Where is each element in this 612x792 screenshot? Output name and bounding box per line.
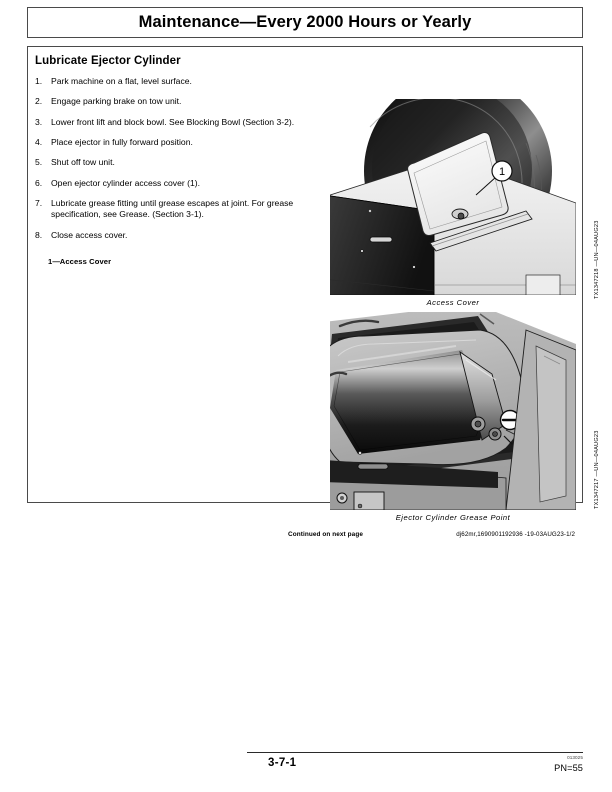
step-text: Place ejector in fully forward position. <box>51 137 193 148</box>
page-title: Maintenance—Every 2000 Hours or Yearly <box>138 13 472 31</box>
art-id-access-cover: TX1347218 —UN—04AUG23 <box>594 220 600 299</box>
procedure-step <box>35 157 300 168</box>
legend-key: 1 <box>48 257 53 267</box>
art-id-grease-point: TX1347217 —UN—04AUG23 <box>594 430 600 509</box>
page-number: 3-7-1 <box>268 757 297 769</box>
step-number: 8. <box>35 229 43 240</box>
step-text: Lower front lift and block bowl. See Blocking Bowl (Section 3-2). <box>51 116 295 127</box>
footer-date-code: 013025 <box>567 755 583 760</box>
step-text: Open ejector cylinder access cover (1). <box>51 177 201 188</box>
footer-divider <box>247 752 583 753</box>
procedure-column <box>35 55 300 266</box>
step-text: Park machine on a flat, level surface. <box>51 76 192 86</box>
step-number: 4. <box>35 137 43 148</box>
procedure-step <box>35 137 300 148</box>
content-frame <box>27 46 600 538</box>
procedure-step <box>35 230 300 241</box>
step-number: 1. <box>35 76 43 86</box>
svg-text:1: 1 <box>498 166 506 178</box>
legend-label: Access Cover <box>59 257 112 267</box>
step-text: Shut off tow unit. <box>51 157 115 168</box>
figure-caption-grease-point: Ejector Cylinder Grease Point <box>395 513 511 522</box>
document-reference-code: dj62mr,1690901192936 -19-03AUG23-1/2 <box>456 531 575 538</box>
procedure-step <box>35 96 300 107</box>
step-text: Lubricate grease fitting until grease escapes at joint. For grease specification, see Grease. (Section 3-1). <box>51 198 294 220</box>
procedure-step <box>35 178 300 189</box>
procedure-step <box>35 198 300 221</box>
step-text: Engage parking brake on tow unit. <box>51 96 182 107</box>
section-heading: Lubricate Ejector Cylinder <box>35 55 181 67</box>
step-text: Close access cover. <box>51 229 128 240</box>
step-number: 7. <box>35 198 43 209</box>
callout-legend <box>48 257 300 266</box>
access-cover-illustration <box>330 99 576 295</box>
legend-dash: — <box>52 257 60 267</box>
step-number: 6. <box>35 177 43 188</box>
cover-latch-icon <box>452 209 468 219</box>
step-number: 3. <box>35 116 43 127</box>
step-number: 5. <box>35 157 43 168</box>
procedure-step <box>35 76 300 87</box>
procedure-step <box>35 117 300 128</box>
ejector-cylinder-grease-point-illustration <box>330 312 576 510</box>
step-number: 2. <box>35 96 43 107</box>
pn-label: PN=55 <box>554 763 583 773</box>
page-header-box <box>27 7 583 38</box>
continued-on-next-page-label: Continued on next page <box>288 531 363 538</box>
figure-caption-access-cover: Access Cover <box>426 298 480 307</box>
